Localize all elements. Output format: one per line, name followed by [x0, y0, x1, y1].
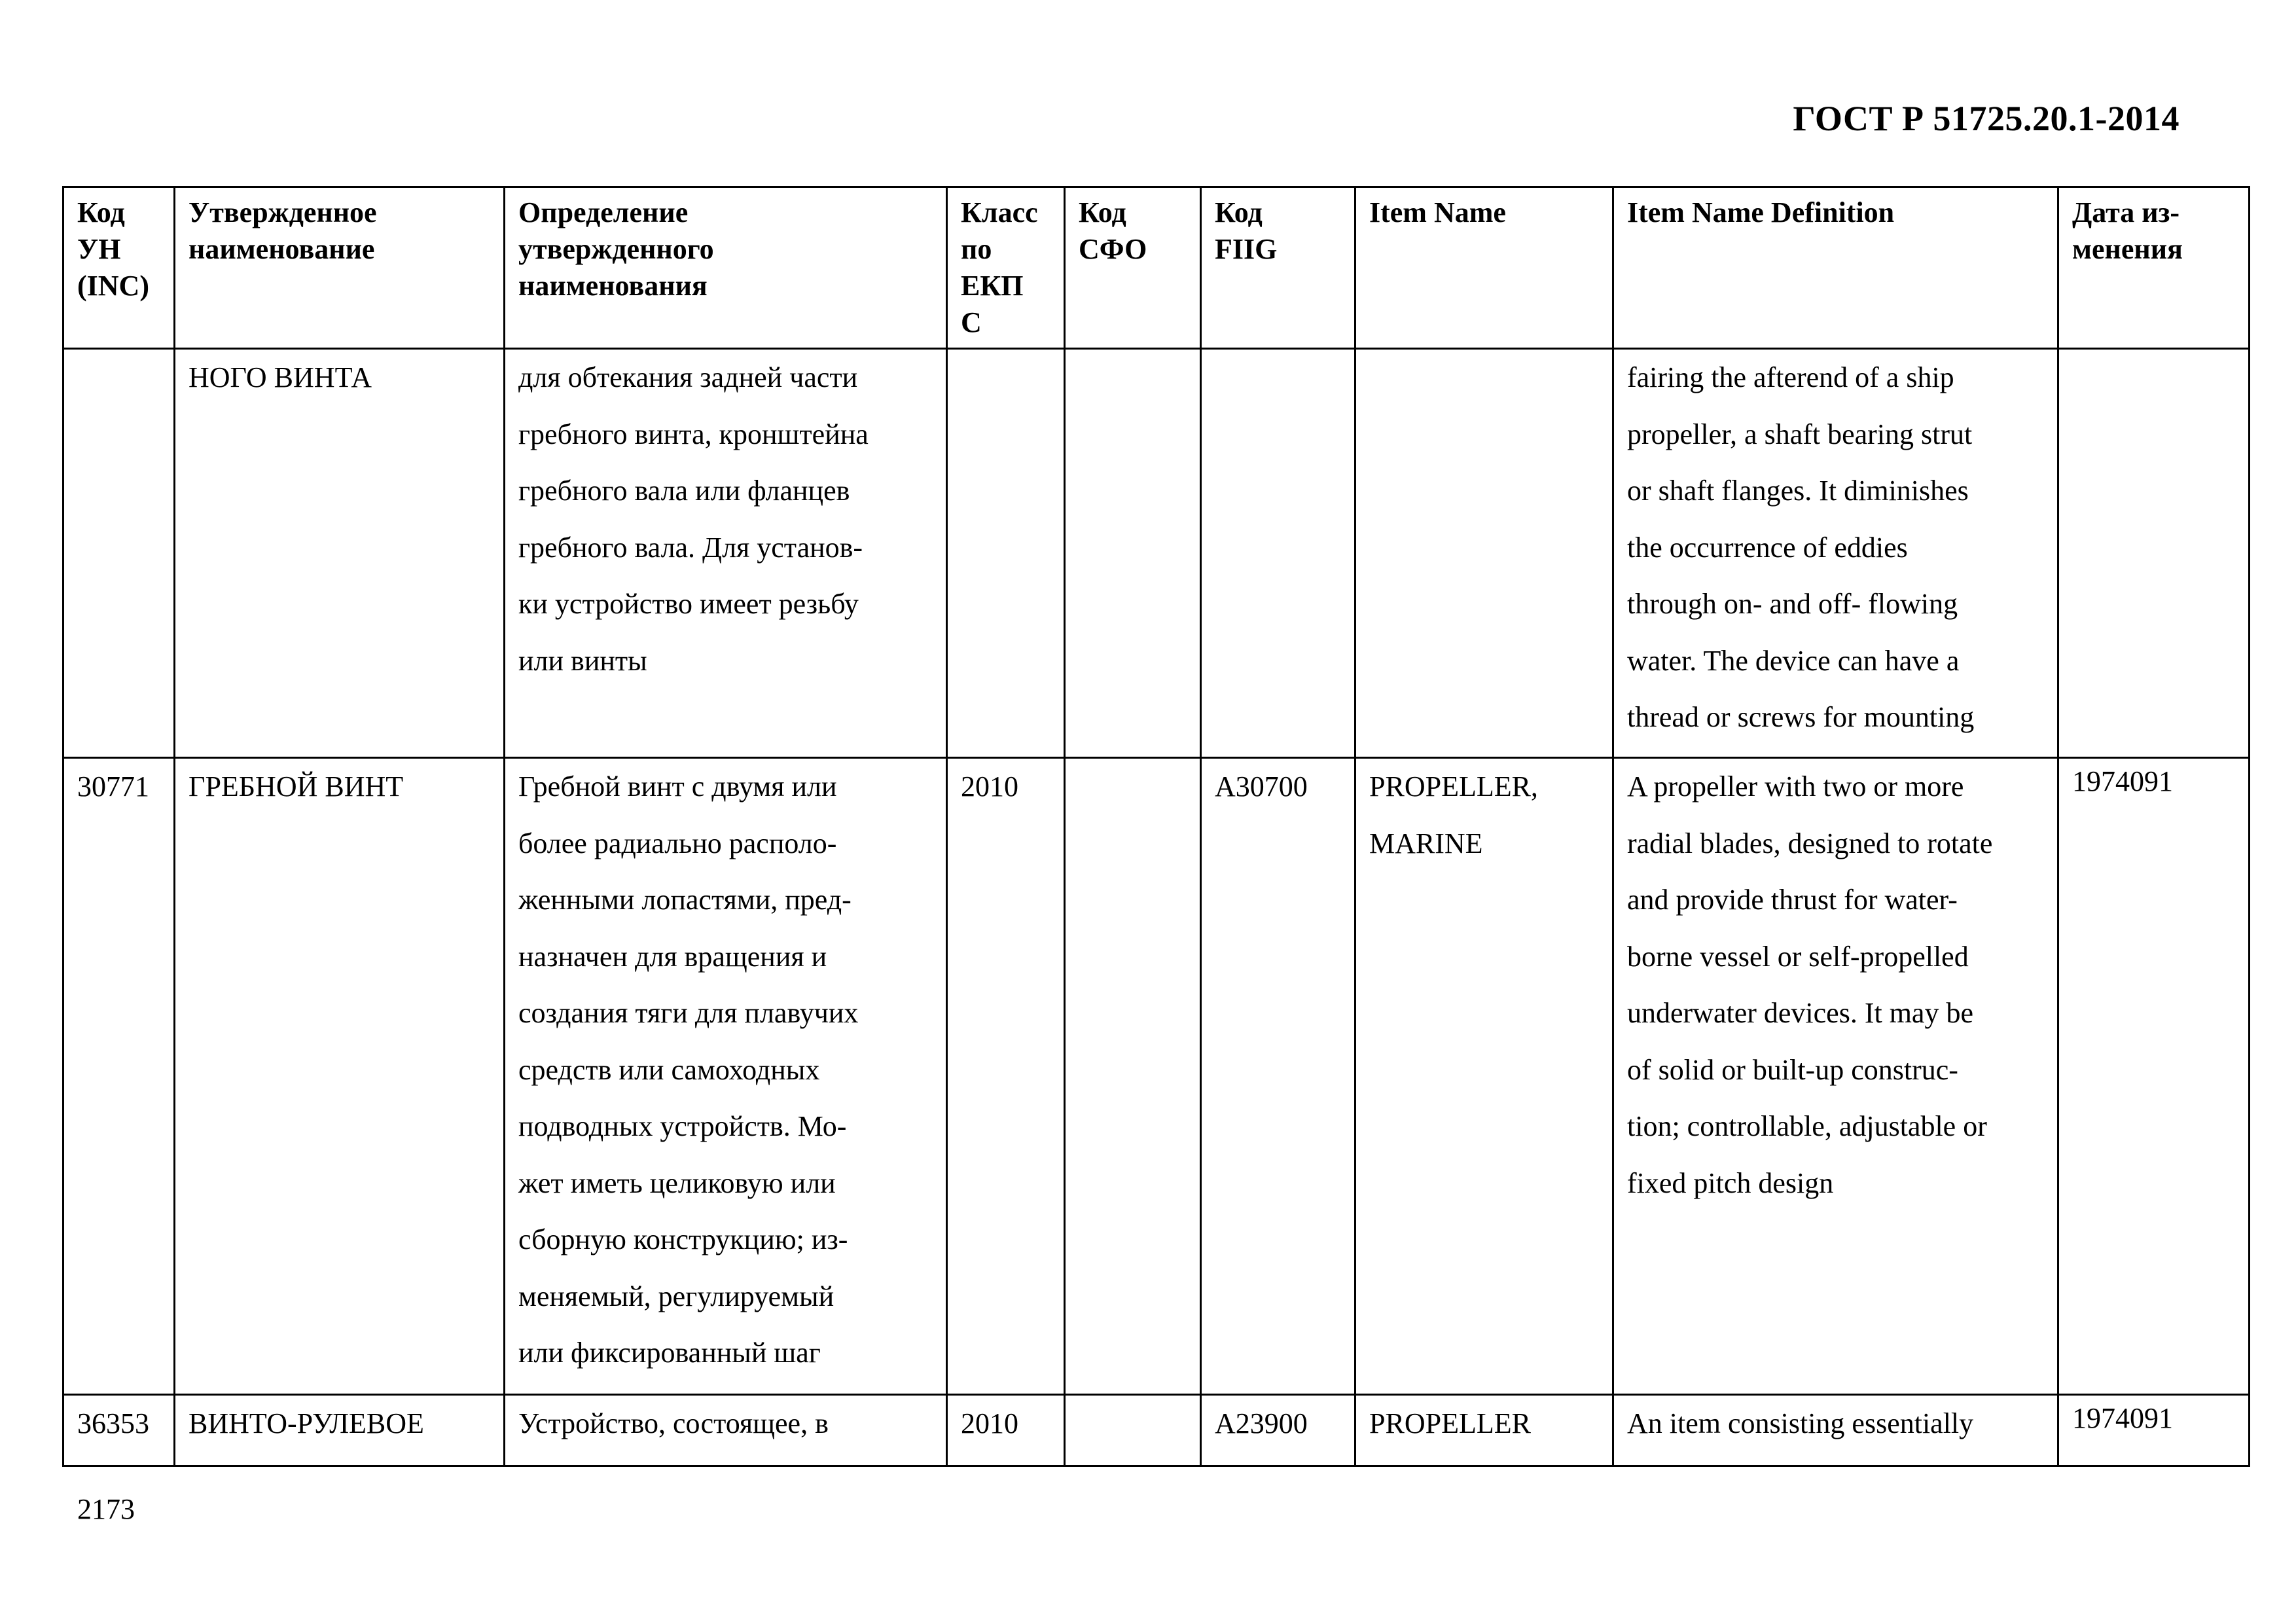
cell-item-name: PROPELLER: [1355, 1395, 1613, 1466]
cell-fiig-code: A30700: [1201, 758, 1355, 1395]
cell-inc-code: 36353: [63, 1395, 175, 1466]
cell-sfo-code: [1065, 1395, 1201, 1466]
cell-item-name: PROPELLER, MARINE: [1355, 758, 1613, 1395]
cell-approved-name: НОГО ВИНТА: [175, 349, 505, 758]
cell-change-date: 1974091: [2058, 758, 2250, 1395]
cell-inc-code: 30771: [63, 758, 175, 1395]
header-name-definition: Определение утвержденного наименования: [505, 187, 947, 349]
cell-name-definition: Устройство, состоящее, в: [505, 1395, 947, 1466]
cell-name-definition: Гребной винт с двумя или более радиально располо- женными лопастями, пред- назначен для вращения и создания тяги для плавучих средств или самоходных подводных устройств. Мо- жет иметь целиковую или сборную конструкцию; из- меняемый, регулируемый или фиксированный шаг: [505, 758, 947, 1395]
page-number: 2173: [77, 1493, 135, 1525]
cell-ekps-class: 2010: [947, 1395, 1065, 1466]
cell-item-name-definition: fairing the afterend of a ship propeller, a shaft bearing strut or shaft flanges. It diminishes the occurrence of eddies through on- and off- flowing water. The device can have a thread or screws for mounting: [1613, 349, 2058, 758]
table-row: [63, 349, 2250, 758]
cell-fiig-code: A23900: [1201, 1395, 1355, 1466]
cell-item-name: [1355, 349, 1613, 758]
header-ekps-class: Класс по ЕКП С: [947, 187, 1065, 349]
cell-ekps-class: [947, 349, 1065, 758]
cell-item-name-definition: A propeller with two or more radial blades, designed to rotate and provide thrust for water- borne vessel or self-propelled underwater devices. It may be of solid or built-up construc- tion; controllable, adjustable or fixed pitch design: [1613, 758, 2058, 1395]
header-approved-name: Утвержденное наименование: [175, 187, 505, 349]
header-item-name-definition: Item Name Definition: [1613, 187, 2058, 349]
cell-sfo-code: [1065, 758, 1201, 1395]
header-change-date: Дата из- менения: [2058, 187, 2250, 349]
cell-ekps-class: 2010: [947, 758, 1065, 1395]
cell-sfo-code: [1065, 349, 1201, 758]
header-inc-code: Код УН (INC): [63, 187, 175, 349]
cell-item-name-definition: An item consisting essentially: [1613, 1395, 2058, 1466]
cell-change-date: 1974091: [2058, 1395, 2250, 1466]
header-fiig-code: Код FIIG: [1201, 187, 1355, 349]
header-sfo-code: Код СФО: [1065, 187, 1201, 349]
cell-approved-name: ВИНТО-РУЛЕВОЕ: [175, 1395, 505, 1466]
cell-name-definition: для обтекания задней части гребного винта, кронштейна гребного вала или фланцев гребного вала. Для установ- ки устройство имеет резьбу или винты: [505, 349, 947, 758]
table-row: [63, 758, 2250, 1395]
cell-inc-code: [63, 349, 175, 758]
document-code: ГОСТ Р 51725.20.1-2014: [1793, 99, 2179, 138]
table-row: [63, 1395, 2250, 1466]
header-item-name: Item Name: [1355, 187, 1613, 349]
cell-fiig-code: [1201, 349, 1355, 758]
header-row: [63, 187, 2250, 349]
nomenclature-table: [62, 186, 2250, 1467]
cell-change-date: [2058, 349, 2250, 758]
cell-approved-name: ГРЕБНОЙ ВИНТ: [175, 758, 505, 1395]
